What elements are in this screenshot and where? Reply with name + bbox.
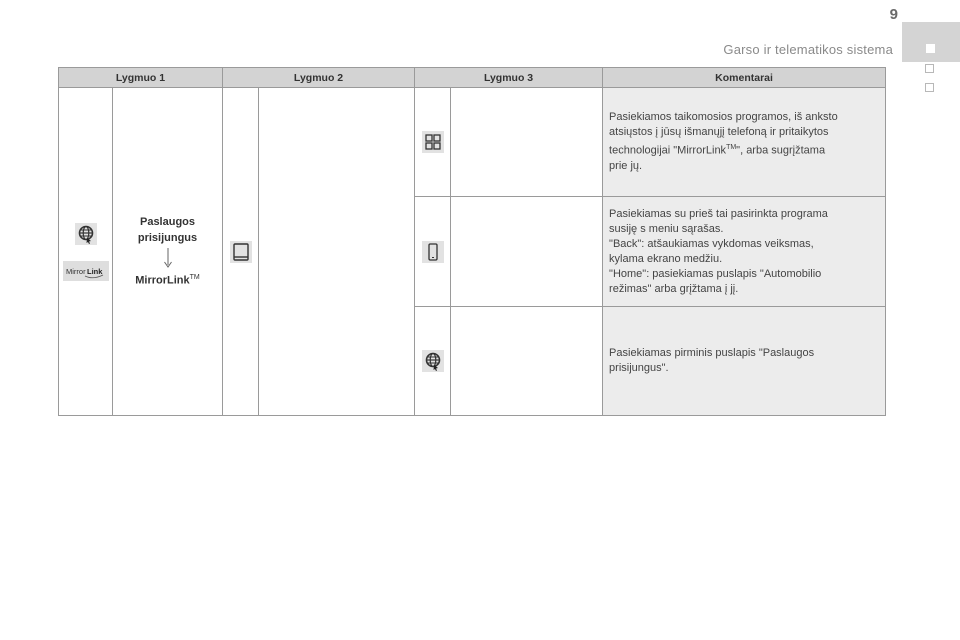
- globe-icon: [75, 223, 97, 245]
- level3-empty-cell: [451, 88, 603, 197]
- trademark-mark: TM: [189, 274, 200, 282]
- header-level-2: Lygmuo 2: [223, 68, 415, 88]
- page-number: 9: [889, 6, 898, 23]
- level1-label-cell: [113, 88, 223, 416]
- comment-line: Pasiekiamas su prieš tai pasirinkta programa: [609, 207, 828, 220]
- level3-empty-cell: [451, 197, 603, 307]
- comment-line: susiję s meniu sąrašas.: [609, 222, 724, 235]
- level3-icon-cell: [415, 88, 451, 197]
- comment-cell: [603, 88, 886, 197]
- comment-line: Pasiekiamos taikomosios programos, iš anksto: [609, 111, 838, 124]
- chapter-marker: [925, 83, 934, 92]
- header-level-3: Lygmuo 3: [415, 68, 603, 88]
- level3-icon-cell: [415, 197, 451, 307]
- comment-line: prisijungus".: [609, 362, 669, 374]
- comment-line: "Back": atšaukiamas vykdomas veiksmas,: [609, 237, 814, 250]
- header-comments: Komentarai: [603, 68, 886, 88]
- comment-cell: [603, 307, 886, 416]
- comment-line: prie jų.: [609, 159, 643, 172]
- table-header-row: [59, 68, 886, 88]
- grid-apps-icon: [422, 131, 444, 153]
- chapter-marker-active: [926, 44, 935, 53]
- level3-empty-cell: [451, 307, 603, 416]
- tablet-icon: [230, 241, 252, 263]
- comment-line: "Home": pasiekiamas puslapis "Automobilio: [609, 267, 822, 280]
- menu-levels-table: [58, 67, 886, 416]
- level1-label-line2: prisijungus: [137, 232, 198, 245]
- svg-text:Mirror: Mirror: [65, 266, 86, 276]
- chapter-marker: [925, 64, 934, 73]
- comment-line: atsiųstos į jūsų išmanųjį telefoną ir pritaikytos: [609, 126, 829, 139]
- comment-cell: [603, 197, 886, 307]
- table-row: [59, 88, 886, 197]
- svg-text:Link: Link: [86, 266, 102, 276]
- trademark-mark: TM: [726, 144, 737, 152]
- comment-line: kylama ekrano medžiu.: [609, 252, 723, 265]
- comment-line: Pasiekiamas pirminis puslapis "Paslaugos: [609, 347, 815, 359]
- level1-brand-label: MirrorLink: [135, 274, 190, 287]
- arrow-down-icon: [163, 248, 173, 268]
- globe-icon: [422, 350, 444, 372]
- mirrorlink-logo-icon: [63, 261, 109, 281]
- section-title: Garso ir telematikos sistema: [723, 42, 893, 57]
- level2-icon-cell: [223, 88, 259, 416]
- comment-line: technologijai "MirrorLink™", arba sugrįžtama: [609, 144, 826, 157]
- level3-icon-cell: [415, 307, 451, 416]
- comment-line: režimas" arba grįžtama į jį.: [609, 282, 739, 295]
- phone-icon: [422, 241, 444, 263]
- chapter-tab: [902, 22, 960, 62]
- header-level-1: Lygmuo 1: [59, 68, 223, 88]
- level1-icon-cell: [59, 88, 113, 416]
- level1-label-line1: Paslaugos: [139, 216, 196, 229]
- level2-empty-cell: [259, 88, 415, 416]
